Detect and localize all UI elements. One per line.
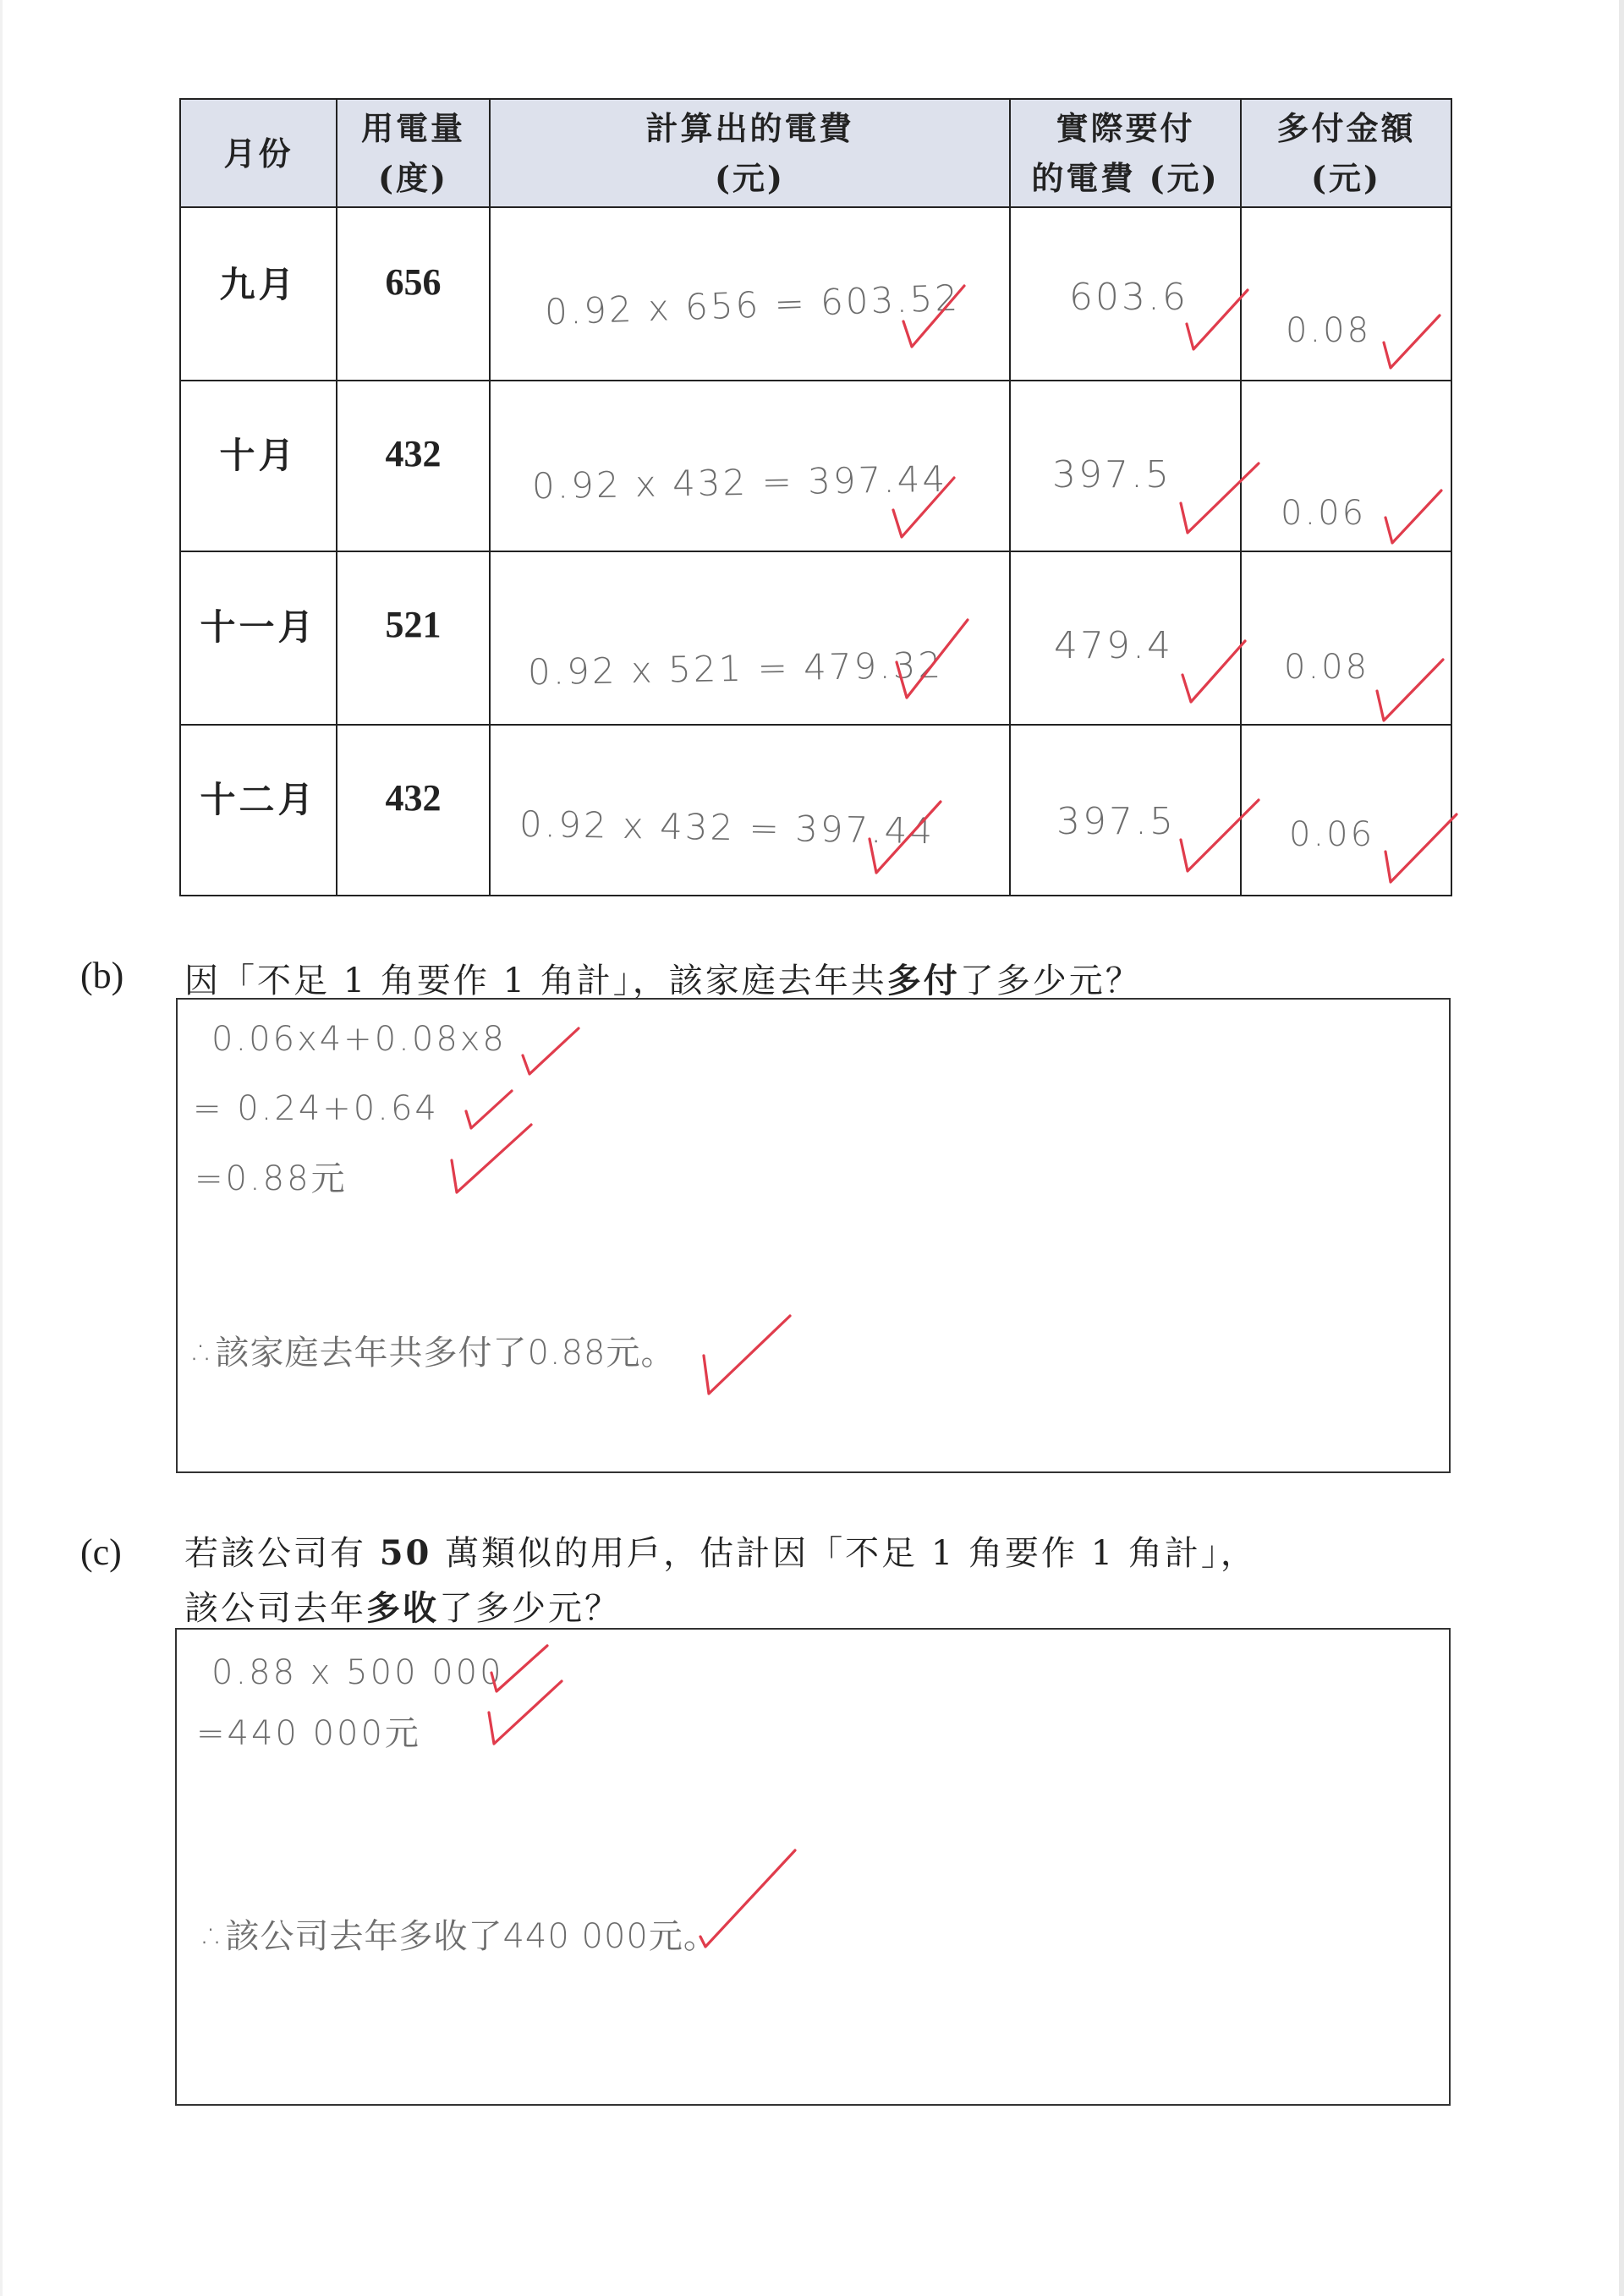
check-mark-icon [1380, 484, 1448, 551]
usage-cell: 432 [385, 776, 442, 819]
month-cell: 十一月 [200, 606, 317, 648]
answer-box-b[interactable] [176, 998, 1451, 1473]
check-mark-icon [1176, 634, 1252, 710]
month-cell: 十月 [219, 435, 298, 476]
question-b-label: (b) [80, 955, 124, 996]
header-usage: 用電量 (度) [360, 109, 465, 197]
question-c-label: (c) [80, 1532, 122, 1573]
actual-fee-answer: 397.5 [1052, 453, 1171, 496]
check-mark-icon [694, 1844, 804, 1954]
overpaid-answer: 0.08 [1286, 311, 1372, 350]
table-divider [489, 100, 491, 895]
month-cell: 九月 [219, 263, 298, 305]
calculated-fee-answer: 0.92 x 656 = 603.52 [544, 277, 961, 333]
answer-line: 0.06x4+0.08x8 [211, 1020, 507, 1059]
check-mark-icon [897, 279, 973, 355]
calculated-fee-answer: 0.92 x 432 = 397.44 [531, 458, 948, 507]
overpaid-answer: 0.06 [1281, 494, 1367, 533]
actual-fee-answer: 603.6 [1069, 276, 1188, 319]
header-overpaid: 多付金額 (元) [1276, 109, 1416, 197]
overpaid-answer: 0.08 [1284, 648, 1370, 687]
answer-conclusion: ∴該公司去年多收了440 000元。 [203, 1917, 718, 1956]
check-mark-icon [1174, 457, 1267, 541]
check-mark-icon [1174, 793, 1267, 878]
question-c-text-line2: 該公司去年多收了多少元？ [184, 1588, 621, 1628]
question-c-text-line1: 若該公司有 50 萬類似的用戶，估計因「不足 1 角要作 1 角計」， [184, 1533, 1257, 1573]
usage-cell: 432 [385, 432, 442, 474]
overpaid-answer: 0.06 [1289, 815, 1375, 854]
actual-fee-answer: 479.4 [1054, 624, 1173, 667]
page-edge-left [0, 0, 3, 2296]
header-actual-fee: 實際要付 的電費 (元) [1031, 109, 1220, 197]
answer-line: 0.88 x 500 000 [211, 1653, 504, 1692]
check-mark-icon [890, 613, 974, 706]
check-mark-icon [886, 469, 963, 545]
check-mark-icon [1379, 309, 1446, 376]
calculated-fee-answer: 0.92 x 432 = 397.44 [518, 803, 935, 852]
header-calculated-fee: 計算出的電費 (元) [645, 109, 854, 197]
check-mark-icon [697, 1309, 798, 1402]
usage-cell: 521 [385, 604, 442, 645]
check-mark-icon [1372, 653, 1448, 729]
usage-cell: 656 [385, 261, 442, 303]
check-mark-icon [518, 1022, 585, 1081]
answer-box-c[interactable] [175, 1628, 1451, 2106]
page-edge-right [1619, 0, 1624, 2296]
answer-line: = 0.24+0.64 [193, 1089, 439, 1128]
question-b-text: 因「不足 1 角要作 1 角計」，該家庭去年共多付了多少元？ [184, 961, 1142, 1000]
month-cell: 十二月 [200, 779, 317, 820]
check-mark-icon [1379, 808, 1463, 892]
table-divider [1009, 100, 1011, 895]
answer-line: =0.88元 [195, 1159, 348, 1198]
actual-fee-answer: 397.5 [1056, 800, 1176, 843]
check-mark-icon [1180, 283, 1256, 359]
header-month: 月份 [223, 134, 294, 173]
answer-line: =440 000元 [196, 1714, 421, 1753]
check-mark-icon [484, 1674, 568, 1751]
calculated-fee-answer: 0.92 x 521 = 479.32 [527, 644, 944, 693]
check-mark-icon [447, 1118, 540, 1203]
answer-conclusion: ∴該家庭去年共多付了0.88元。 [193, 1334, 676, 1373]
check-mark-icon [863, 795, 947, 879]
